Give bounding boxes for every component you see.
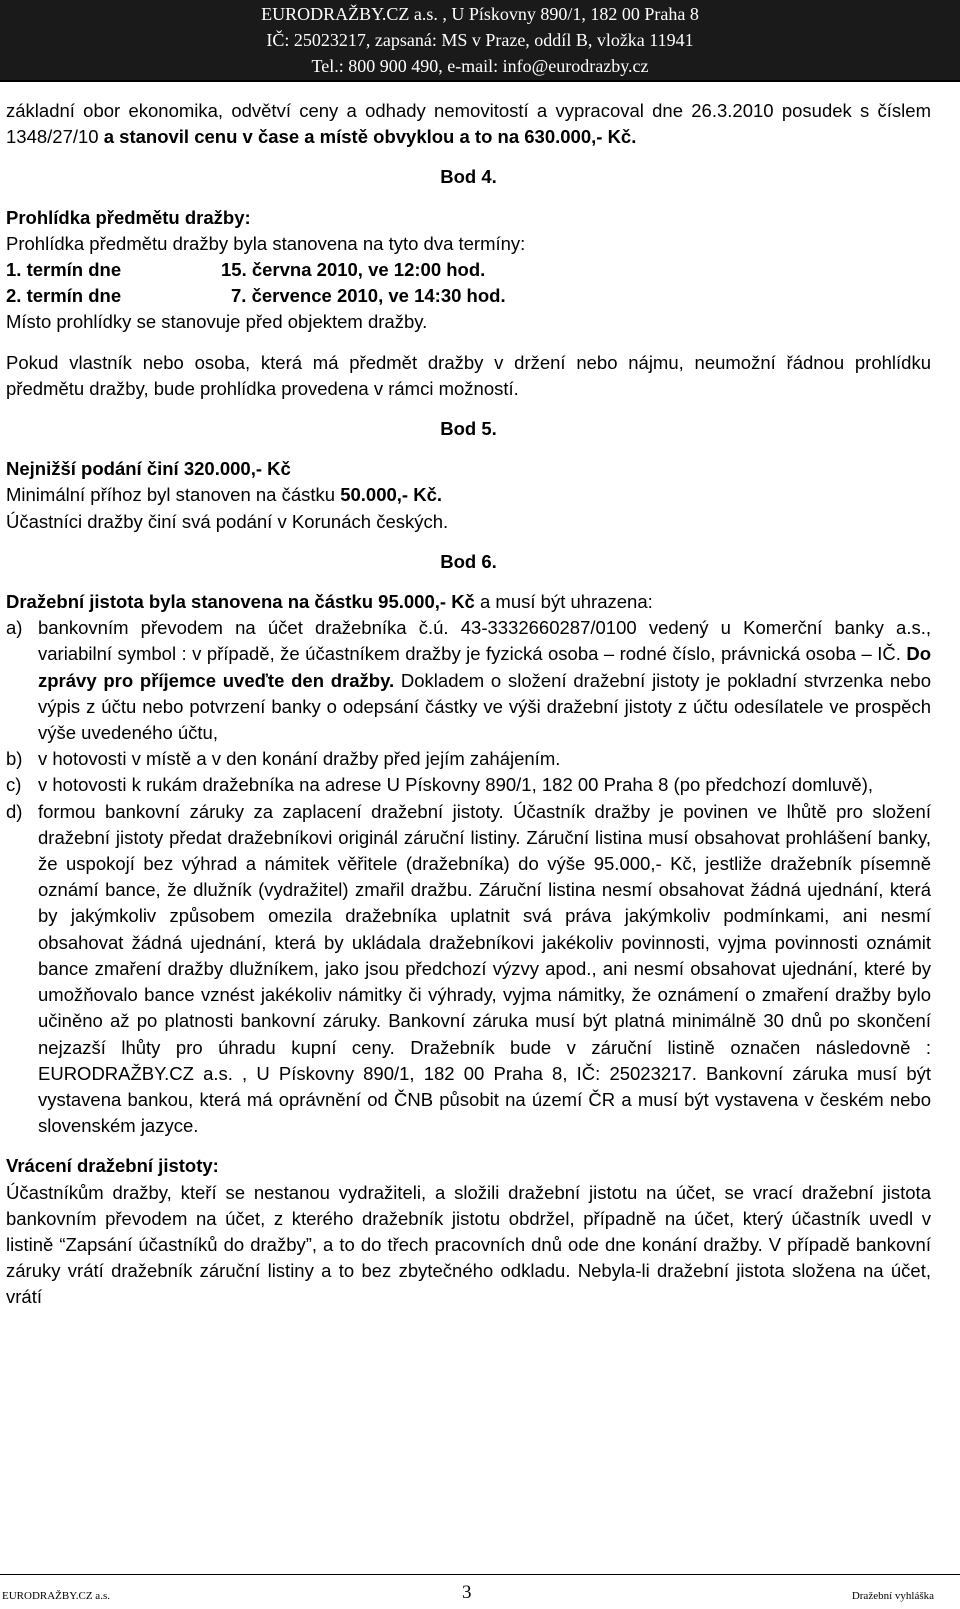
list-item xyxy=(6,746,931,772)
increment-text: Minimální příhoz byl stanoven na částku xyxy=(6,484,341,506)
letterhead-company: EURODRAŽBY.CZ a.s. , U Pískovny 890/1, 182 00 Praha 8 xyxy=(261,4,699,24)
increment-amount: 50.000,- Kč. xyxy=(340,484,443,506)
list-text: bankovním převodem na účet dražebníka č.ú. 43-3332660287/0100 vedený u Komerční banky a.s., variabilní symbol : v případě, že účastníkem dražby je fyzická osoba – rodné číslo, právnická osoba – IČ. Do zprávy pro příjemce uveďte den dražby. Dokladem o složení dražební jistoty je pokladní stvrzenka nebo výpis z účtu nebo potvrzení banky o odepsání částky ve výši dražební jistoty z účtu odesílatele ve prospěch výše uvedeného účtu, xyxy=(38,617,931,744)
intro-price: a stanovil cenu v čase a místě obvyklou a to na 630.000,- Kč. xyxy=(103,126,637,148)
list-marker: a) xyxy=(6,617,23,639)
letterhead xyxy=(0,0,960,80)
list-marker: d) xyxy=(6,800,23,822)
inspection-title: Prohlídka předmětu dražby: xyxy=(6,206,251,228)
inspection-place: Místo prohlídky se stanovuje před objektem dražby. xyxy=(6,311,428,333)
refund-title: Vrácení dražební jistoty: xyxy=(6,1155,219,1177)
list-text: v hotovosti v místě a v den konání dražby před jejím zahájením. xyxy=(38,748,561,770)
page-footer xyxy=(0,1574,960,1609)
list-item xyxy=(6,615,931,746)
list-text: formou bankovní záruky za zaplacení dražební jistoty. Účastník dražby je povinen ve lhůtě pro složení dražební jistoty předat dražebníkovi originál záruční listiny. Záruční listina musí obsahovat prohlášení banky, že uspokojí bez výhrad a námitek věřitele (dražebníka) do výše 95.000,- Kč, jestliže dražebník písemně oznámí bance, že dlužník (vydražitel) zmařil dražbu. Záruční listina nesmí obsahovat žádná ujednání, která by jakýmkoliv způsobem omezila dražebníka uplatnit svá práva jakýmkoliv podmínkami, ani nesmí obsahovat žádná ujednání, která by ukládala dražebníkovi jakékoliv povinnosti, vyjma povinnosti oznámit bance zmaření dražby dlužníkem, jako jsou předchozí výzvy apod., ani nesmí obsahovat ujednání, které by umožňovalo bance vznést jakékoliv námitky či výhrady, vyjma námitky, že oznámení o zmaření dražby bylo učiněno až po platnosti bankovní záruky. Bankovní záruka musí být platná minimálně 30 dnů po skončení nejzazší lhůty pro úhradu kupní ceny. Dražebník bude v záruční listině označen následovně : EURODRAŽBY.CZ a.s. , U Pískovny 890/1, 182 00 Praha 8, IČ: 25023217. Bankovní záruka musí být vystavena bankou, která má oprávnění od ČNB působit na území ČR a musí být vystavena v českém nebo slovenském jazyce. xyxy=(38,800,931,1137)
term-date: 7. července 2010, ve 14:30 hod. xyxy=(231,285,506,307)
inspection-term-2 xyxy=(6,283,931,309)
list-marker: c) xyxy=(6,774,22,796)
deposit-line xyxy=(6,589,931,615)
list-item xyxy=(6,799,931,1140)
term-date: 15. června 2010, ve 12:00 hod. xyxy=(221,259,486,281)
inspection-note: Pokud vlastník nebo osoba, která má předmět dražby v držení nebo nájmu, neumožní řádnou prohlídku předmětu dražby, bude prohlídka provedena v rámci možností. xyxy=(6,351,931,399)
footer-company: EURODRAŽBY.CZ a.s. xyxy=(2,1590,110,1602)
letterhead-contact: Tel.: 800 900 490, e-mail: info@eurodrazby.cz xyxy=(311,56,649,76)
payment-methods-list xyxy=(6,615,931,1139)
list-text: v hotovosti k rukám dražebníka na adrese U Pískovny 890/1, 182 00 Praha 8 (po předchozí domluvě), xyxy=(38,774,874,796)
document-body xyxy=(6,98,931,1311)
intro-text: základní obor ekonomika, odvětví ceny a odhady nemovitostí a vypracoval dne 26.3.2010 posudek s číslem 1348/27/10 xyxy=(6,100,931,148)
refund-text: Účastníkům dražby, kteří se nestanou vydražiteli, a složili dražební jistotu na účet, se vrací dražební jistota bankovním převodem na účet, z kterého dražebník jistotu obdržel, případně na účet, který účastník uvedl v listině “Zapsání účastníků do dražby”, a to do třech pracovních dnů ode dne konání dražby. V případě bankovní záruky vrátí dražebník záruční listiny a to bez zbytečného odkladu. Nebyla-li dražební jistota složena na účet, vrátí xyxy=(6,1181,931,1308)
list-item xyxy=(6,772,931,798)
bid-currency: Účastníci dražby činí svá podání v Korunách českých. xyxy=(6,510,449,532)
inspection-term-1 xyxy=(6,257,931,283)
header-divider xyxy=(0,80,960,82)
minimum-increment xyxy=(6,482,931,508)
page-number: 3 xyxy=(462,1582,472,1603)
deposit-text: a musí být uhrazena: xyxy=(474,591,653,613)
letterhead-registration: IČ: 25023217, zapsaná: MS v Praze, oddíl B, vložka 11941 xyxy=(266,30,694,50)
term-label: 2. termín dne xyxy=(6,285,122,307)
minimum-bid: Nejnižší podání činí 320.000,- Kč xyxy=(6,458,291,480)
intro-paragraph xyxy=(6,98,931,150)
footer-divider xyxy=(0,1574,960,1575)
bod5-heading: Bod 5. xyxy=(440,418,497,440)
deposit-amount: Dražební jistota byla stanovena na částku 95.000,- Kč xyxy=(6,591,475,613)
footer-document-title: Dražební vyhláška xyxy=(851,1590,934,1602)
inspection-intro: Prohlídka předmětu dražby byla stanovena na tyto dva termíny: xyxy=(6,232,526,254)
term-label: 1. termín dne xyxy=(6,259,122,281)
list-marker: b) xyxy=(6,748,23,770)
bod4-heading: Bod 4. xyxy=(440,166,497,188)
bod6-heading: Bod 6. xyxy=(440,550,497,572)
